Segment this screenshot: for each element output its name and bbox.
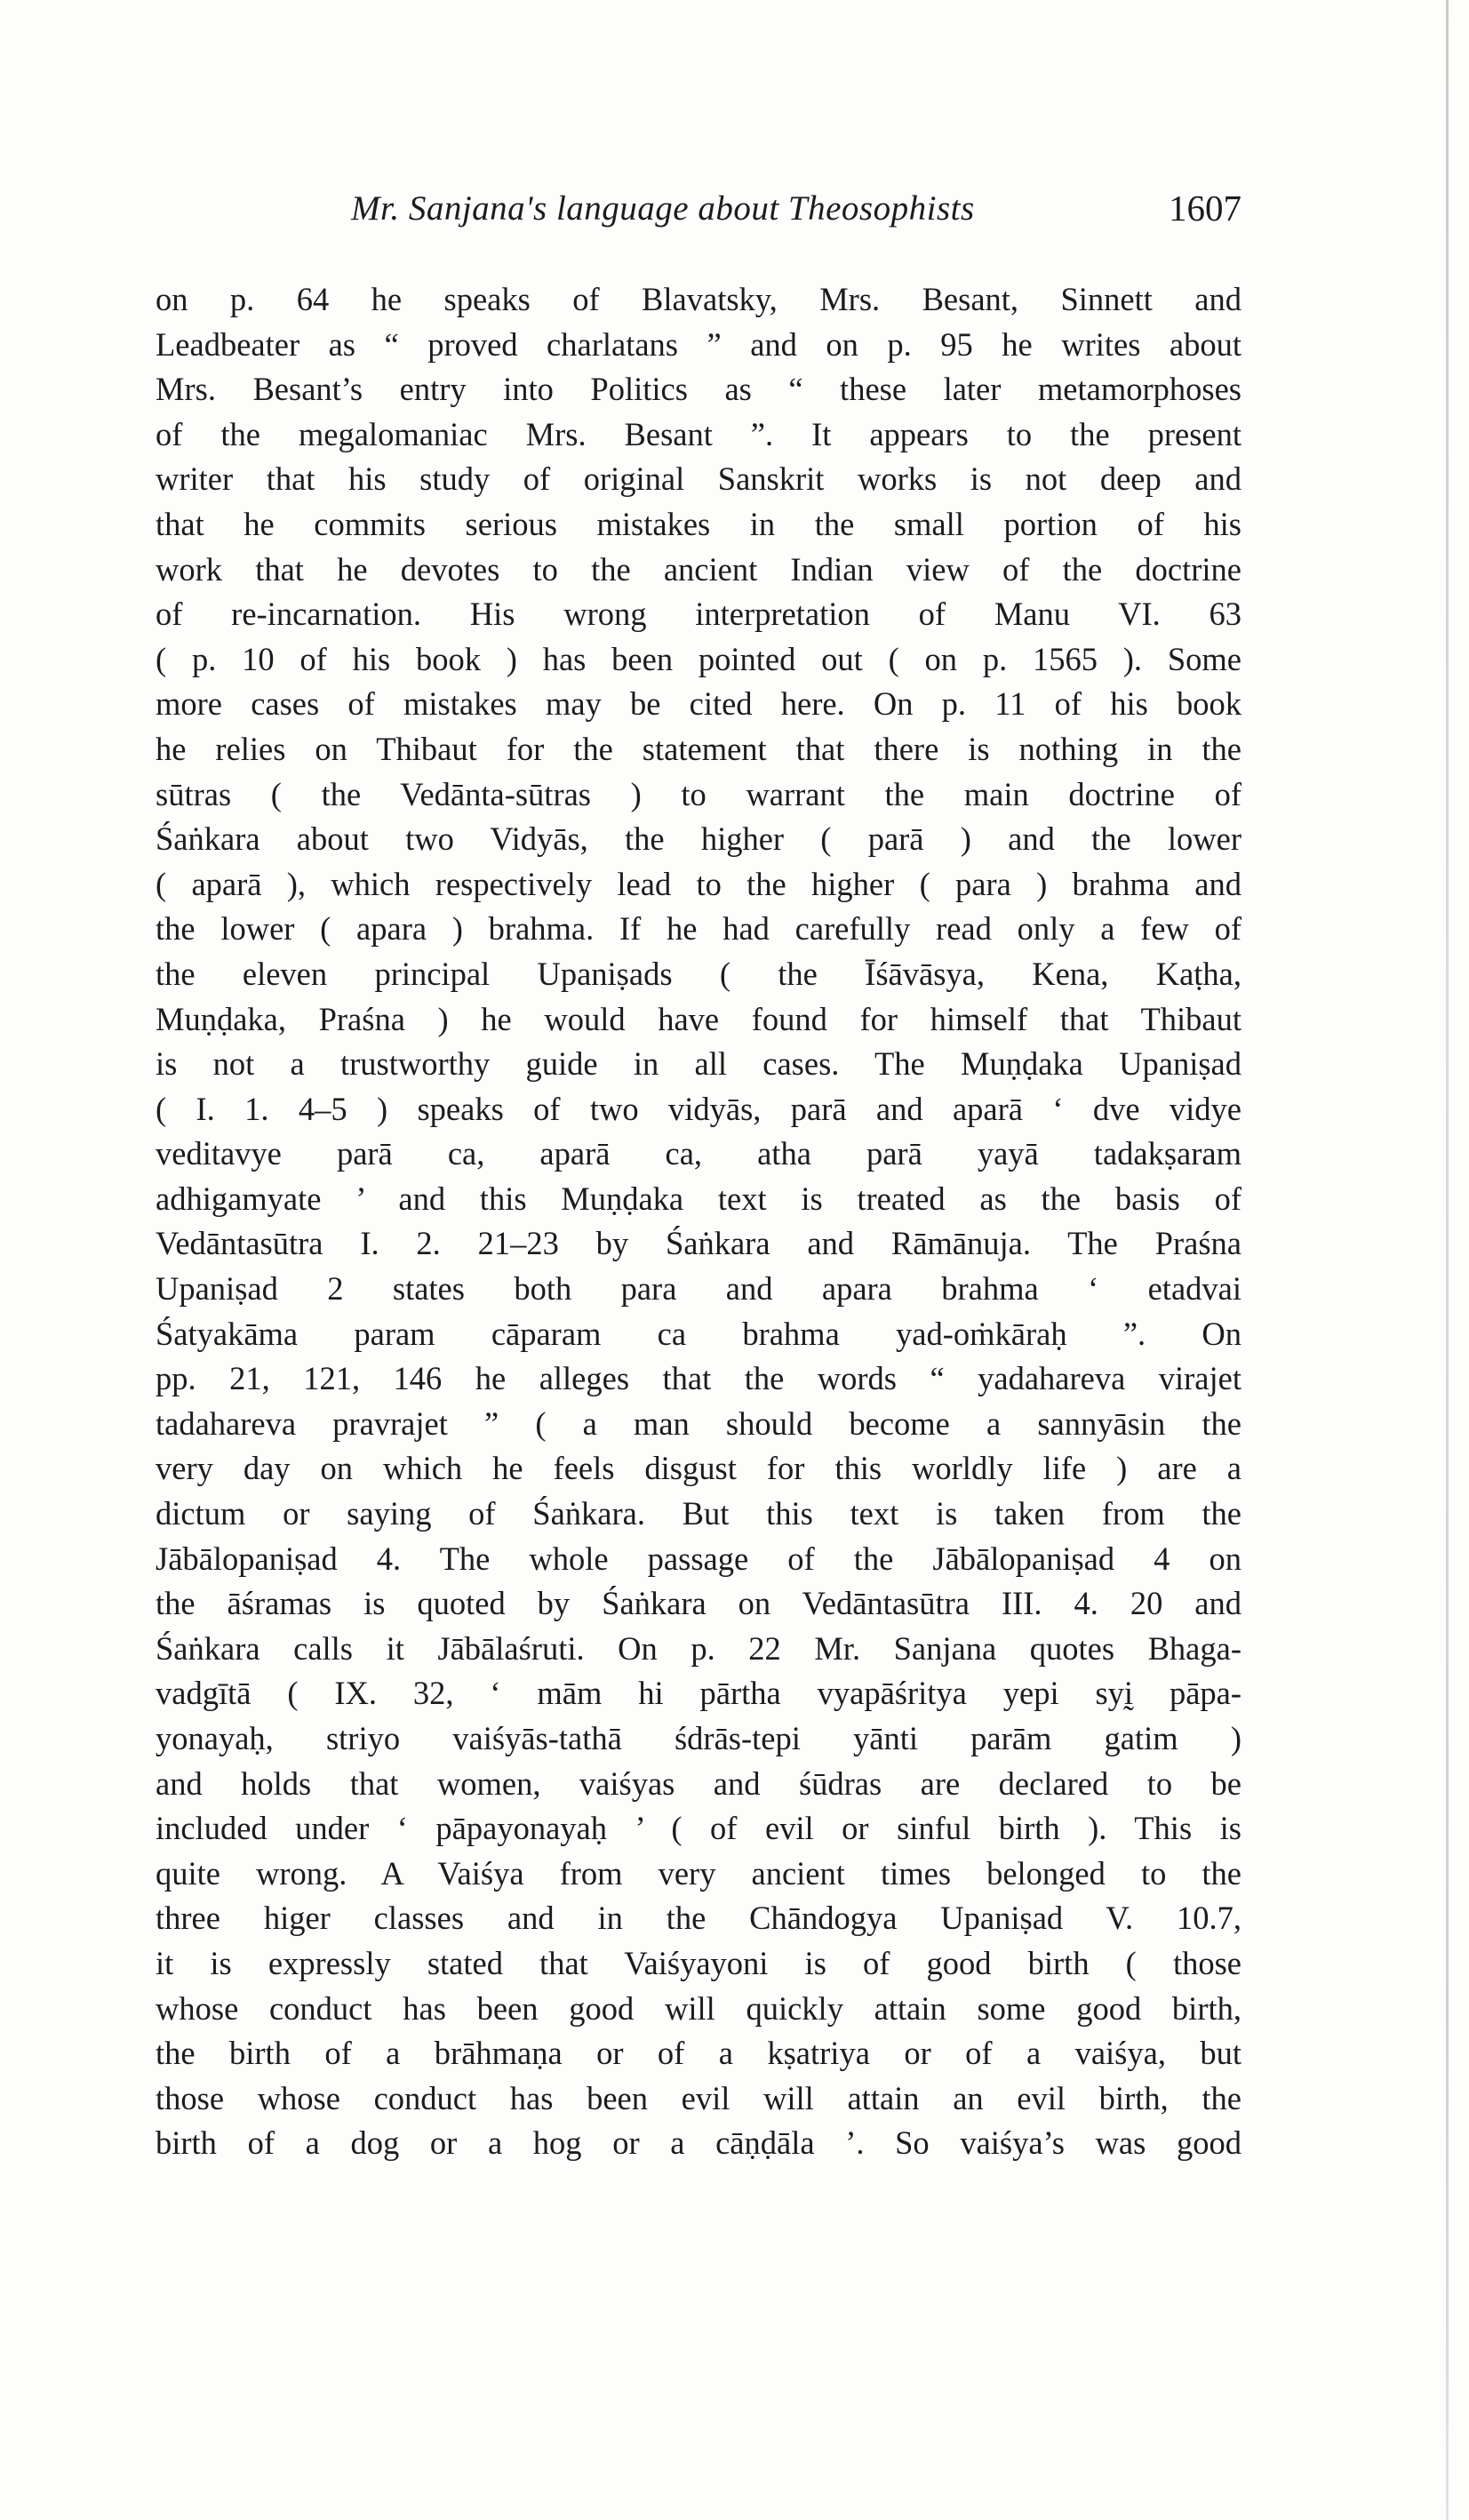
text-line: the birth of a brāhmaṇa or of a kṣatriya or of a vaiśya, but [156, 2035, 1241, 2072]
page-number: 1607 [1169, 188, 1241, 228]
text-line: ( p. 10 of his book ) has been pointed out ( on p. 1565 ). Some [156, 640, 1241, 677]
text-line: three higer classes and in the Chāndogya Upaniṣad V. 10.7, [156, 1900, 1241, 1937]
text-line: the lower ( apara ) brahma. If he had carefully read only a few of [156, 910, 1241, 948]
text-line: and holds that women, vaiśyas and śūdras are declared to be [156, 1764, 1241, 1802]
text-line: adhigamyate ’ and this Muṇḍaka text is treated as the basis of [156, 1180, 1241, 1217]
text-line: on p. 64 he speaks of Blavatsky, Mrs. Besant, Sinnett and [156, 281, 1241, 317]
text-line: of re-incarnation. His wrong interpretation of Manu VI. 63 [156, 596, 1241, 633]
text-line: it is expressly stated that Vaiśyayoni is of good birth ( those [156, 1944, 1241, 1981]
text-line: the āśramas is quoted by Śaṅkara on Vedāntasūtra III. 4. 20 and [156, 1585, 1241, 1622]
text-line: veditavye parā ca, aparā ca, atha parā yayā tadakṣaram [156, 1135, 1241, 1172]
text-line: Śaṅkara calls it Jābālaśruti. On p. 22 Mr. Sanjana quotes Bhaga- [156, 1629, 1241, 1667]
text-line: that he commits serious mistakes in the small portion of his [156, 505, 1241, 542]
text-line: Leadbeater as “ proved charlatans ” and on p. 95 he writes about [156, 325, 1241, 363]
text-line: Upaniṣad 2 states both para and apara brahma ‘ etadvai [156, 1270, 1241, 1308]
text-line: Śatyakāma param cāparam ca brahma yad-oṁkāraḥ ”. On [156, 1315, 1241, 1352]
text-line: very day on which he feels disgust for this worldly life ) are a [156, 1450, 1241, 1487]
text-line: Vedāntasūtra I. 2. 21–23 by Śaṅkara and Rāmānuja. The Praśna [156, 1225, 1241, 1262]
text-line: work that he devotes to the ancient Indian view of the doctrine [156, 550, 1241, 588]
text-line: of the megalomaniac Mrs. Besant ”. It appears to the present [156, 415, 1241, 452]
text-line: ( aparā ), which respectively lead to the higher ( para ) brahma and [156, 865, 1241, 902]
text-line: tadahareva pravrajet ” ( a man should become a sannyāsin the [156, 1404, 1241, 1442]
text-line: more cases of mistakes may be cited here. On p. 11 of his book [156, 685, 1241, 723]
text-line: yonayaḥ, striyo vaiśyās-tathā śdrās-tepi yānti parām gatim ) [156, 1720, 1241, 1756]
text-line: included under ‘ pāpayonayaḥ ’ ( of evil or sinful birth ). This is [156, 1810, 1241, 1847]
text-line: birth of a dog or a hog or a cāṇḍāla ’. So vaiśya’s was good [156, 2124, 1241, 2162]
text-line: Muṇḍaka, Praśna ) he would have found for himself that Thibaut [156, 1000, 1241, 1037]
text-line: ( I. 1. 4–5 ) speaks of two vidyās, parā and aparā ‘ dve vidye [156, 1090, 1241, 1127]
text-line: whose conduct has been good will quickly attain some good birth, [156, 1989, 1241, 2027]
text-line: is not a trustworthy guide in all cases. The Muṇḍaka Upaniṣad [156, 1045, 1241, 1083]
text-line: Śaṅkara about two Vidyās, the higher ( parā ) and the lower [156, 820, 1241, 858]
text-line: Mrs. Besant’s entry into Politics as “ these later metamorphoses [156, 371, 1241, 408]
text-line: vadgītā ( IX. 32, ‘ mām hi pārtha vyapāśritya yepi syḭ pāpa- [156, 1675, 1241, 1712]
text-line: pp. 21, 121, 146 he alleges that the words “ yadahareva virajet [156, 1360, 1241, 1397]
running-title: Mr. Sanjana's language about Theosophists [351, 189, 975, 228]
text-line: writer that his study of original Sanskrit works is not deep and [156, 460, 1241, 498]
running-header [156, 188, 1249, 242]
page-edge-line [1446, 0, 1449, 2520]
text-line: dictum or saying of Śaṅkara. But this text is taken from the [156, 1495, 1241, 1532]
text-line: the eleven principal Upaniṣads ( the Īśāvāsya, Kena, Kaṭha, [156, 955, 1241, 992]
text-line: sūtras ( the Vedānta-sūtras ) to warrant the main doctrine of [156, 775, 1241, 812]
body-text [156, 277, 1241, 2166]
text-line: those whose conduct has been evil will attain an evil birth, the [156, 2079, 1241, 2116]
text-line: he relies on Thibaut for the statement that there is nothing in the [156, 730, 1241, 767]
text-line: quite wrong. A Vaiśya from very ancient times belonged to the [156, 1854, 1241, 1892]
text-line: Jābālopaniṣad 4. The whole passage of the Jābālopaniṣad 4 on [156, 1540, 1241, 1577]
